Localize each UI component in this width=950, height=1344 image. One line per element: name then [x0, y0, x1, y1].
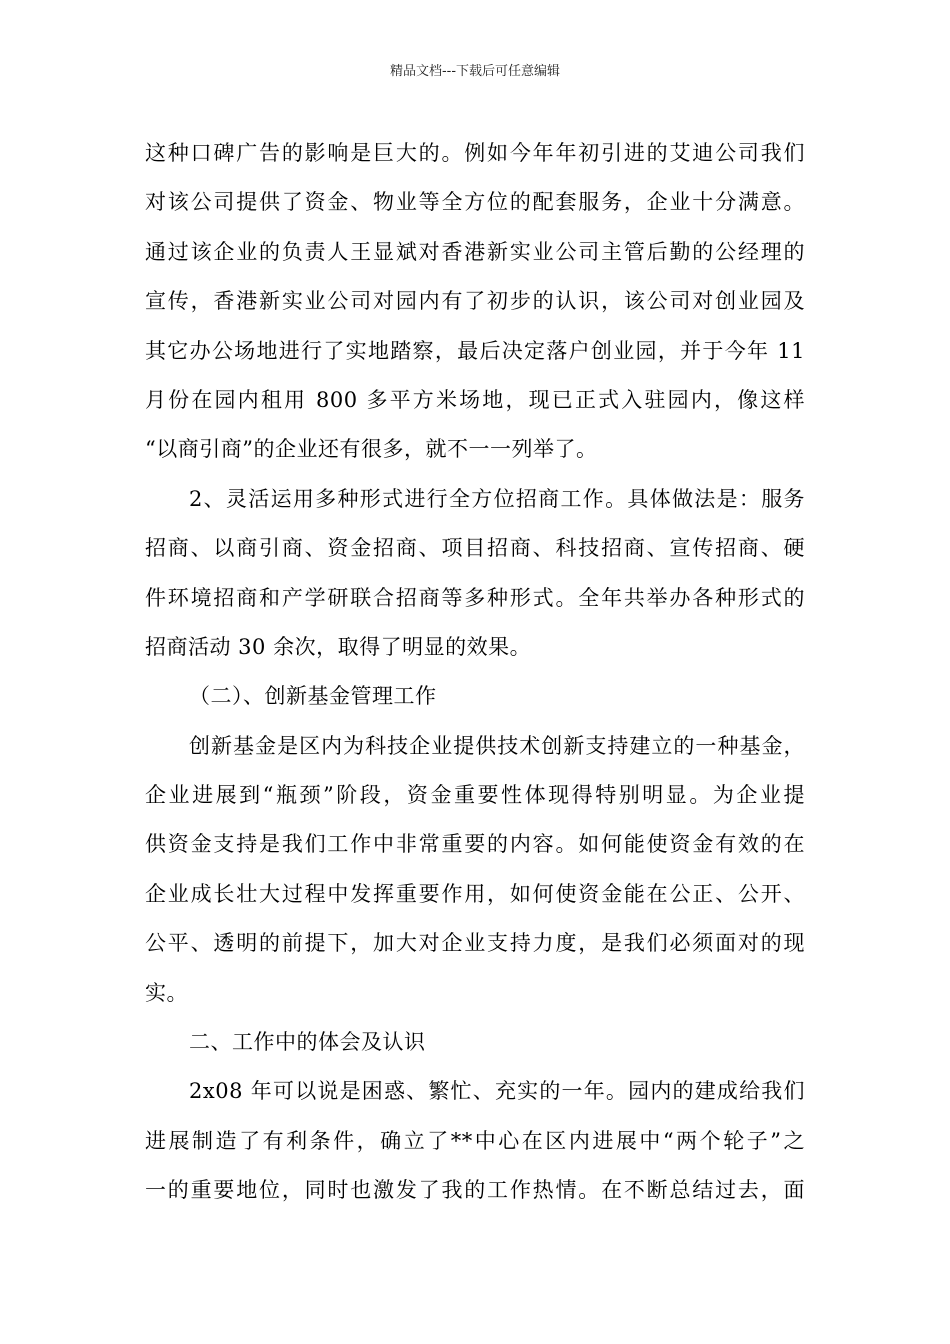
- text-line: 企业成长壮大过程中发挥重要作用，如何使资金能在公正、公开、: [145, 881, 805, 906]
- text-line: “以商引商”的企业还有很多，就不一一列举了。: [145, 437, 598, 462]
- text-line: 公平、透明的前提下，加大对企业支持力度，是我们必须面对的现: [145, 931, 805, 956]
- text-line: 供资金支持是我们工作中非常重要的内容。如何能使资金有效的在: [145, 832, 805, 857]
- text-line: 月份在园内租用 800 多平方米场地，现已正式入驻园内，像这样: [145, 387, 805, 412]
- text-line: 其它办公场地进行了实地踏察，最后决定落户创业园，并于今年 11: [145, 338, 805, 363]
- text-line: 这种口碑广告的影响是巨大的。例如今年年初引进的艾迪公司我们: [145, 141, 805, 165]
- section-heading: （二）、创新基金管理工作: [189, 684, 437, 709]
- text-line: 进展制造了有利条件，确立了**中心在区内进展中“两个轮子”之: [145, 1128, 805, 1153]
- page-header: 精品文档---下载后可任意编辑: [389, 64, 561, 79]
- text-line: 通过该企业的负责人王显斌对香港新实业公司主管后勤的公经理的: [145, 239, 805, 264]
- text-line: 招商活动 30 余次，取得了明显的效果。: [145, 634, 532, 659]
- document-body: [145, 131, 805, 1218]
- text-line: 企业进展到“瓶颈”阶段，资金重要性体现得特别明显。为企业提: [145, 783, 805, 808]
- text-line: 实。: [145, 980, 188, 1005]
- text-line: 2、灵活运用多种形式进行全方位招商工作。具体做法是：服务: [189, 486, 805, 511]
- text-line: 招商、以商引商、资金招商、项目招商、科技招商、宣传招商、硬: [145, 536, 805, 561]
- text-line: 宣传，香港新实业公司对园内有了初步的认识，该公司对创业园及: [145, 289, 805, 314]
- text-line: 一的重要地位，同时也激发了我的工作热情。在不断总结过去，面: [145, 1178, 805, 1203]
- section-heading: 二、工作中的体会及认识: [189, 1030, 426, 1055]
- text-line: 2x08 年可以说是困惑、繁忙、充实的一年。园内的建成给我们: [189, 1079, 805, 1104]
- text-line: 创新基金是区内为科技企业提供技术创新支持建立的一种基金，: [189, 733, 805, 758]
- text-line: 件环境招商和产学研联合招商等多种形式。全年共举办各种形式的: [145, 585, 805, 610]
- text-line: 对该公司提供了资金、物业等全方位的配套服务，企业十分满意。: [145, 190, 805, 215]
